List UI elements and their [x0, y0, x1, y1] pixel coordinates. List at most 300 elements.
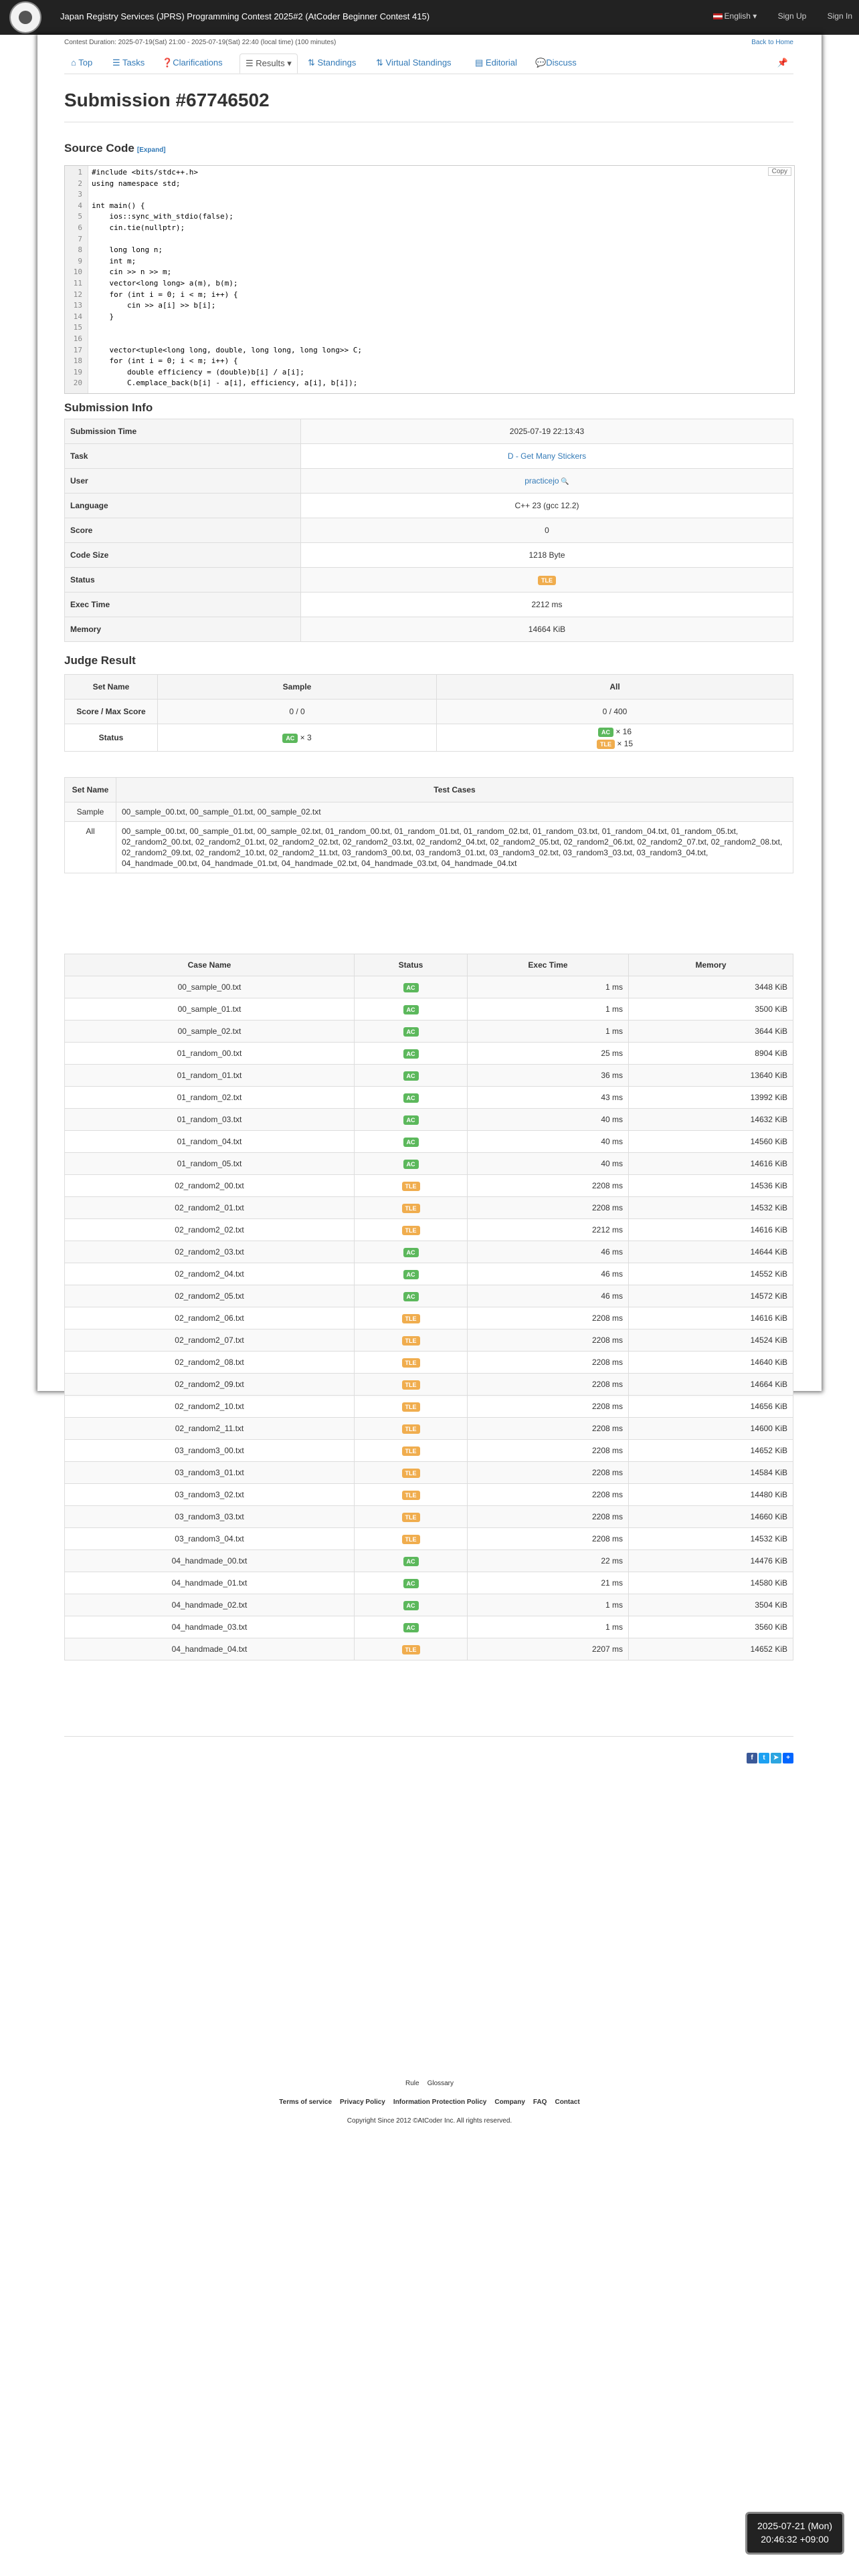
- info-value-cell[interactable]: [301, 469, 793, 494]
- tle-badge: TLE: [402, 1314, 420, 1323]
- line-number: 8: [78, 245, 82, 255]
- set-name-sample: Sample: [65, 802, 116, 822]
- case-exec-time: 1 ms: [468, 1594, 629, 1616]
- home-icon: ⌂: [71, 58, 79, 68]
- facebook-icon[interactable]: f: [747, 1753, 757, 1763]
- case-name: 02_random2_08.txt: [65, 1352, 355, 1374]
- case-name: 02_random2_07.txt: [65, 1329, 355, 1352]
- ac-badge: AC: [403, 1115, 419, 1125]
- info-row: [65, 617, 793, 642]
- info-row: [65, 518, 793, 543]
- ac-badge: AC: [403, 1027, 419, 1037]
- case-name: 02_random2_01.txt: [65, 1197, 355, 1219]
- sample-status: AC × 3: [158, 724, 437, 752]
- case-name: 01_random_01.txt: [65, 1065, 355, 1087]
- table-row: [65, 1572, 793, 1594]
- case-exec-time: 2208 ms: [468, 1440, 629, 1462]
- case-exec-time: 2208 ms: [468, 1374, 629, 1396]
- case-status: [355, 1396, 468, 1418]
- case-name: 04_handmade_02.txt: [65, 1594, 355, 1616]
- th-all: All: [437, 675, 793, 700]
- info-key: Submission Time: [65, 419, 301, 444]
- case-name: 02_random2_11.txt: [65, 1418, 355, 1440]
- table-row: [65, 1550, 793, 1572]
- source-code-box[interactable]: [64, 165, 795, 394]
- test-cases-table: [64, 954, 793, 1660]
- line-code: ios::sync_with_stdio(false);: [92, 212, 233, 221]
- copy-button[interactable]: Copy: [768, 167, 791, 176]
- case-exec-time: 36 ms: [468, 1065, 629, 1087]
- line-number: 2: [78, 179, 82, 188]
- code-line: [65, 223, 787, 233]
- case-name: 00_sample_01.txt: [65, 998, 355, 1021]
- case-exec-time: 2208 ms: [468, 1307, 629, 1329]
- tab-tasks[interactable]: ☰ Tasks: [112, 58, 145, 68]
- footer-link-terms-of-service[interactable]: Terms of service: [279, 2099, 332, 2106]
- line-code: #include <bits/stdc++.h>: [92, 168, 198, 177]
- case-memory: 3500 KiB: [629, 998, 793, 1021]
- judge-result-heading: Judge Result: [64, 654, 136, 667]
- code-line: [65, 290, 787, 300]
- footer-link-privacy-policy[interactable]: Privacy Policy: [340, 2099, 385, 2106]
- case-memory: 3644 KiB: [629, 1021, 793, 1043]
- task-link[interactable]: D - Get Many Stickers: [507, 451, 587, 461]
- line-code: long long n;: [92, 245, 163, 255]
- case-memory: 14476 KiB: [629, 1550, 793, 1572]
- tle-badge: TLE: [402, 1358, 420, 1368]
- code-line: [65, 235, 787, 244]
- tab-clarifications[interactable]: ❓Clarifications: [162, 58, 223, 68]
- th-memory: Memory: [629, 954, 793, 976]
- case-status: [355, 1374, 468, 1396]
- case-memory: 13992 KiB: [629, 1087, 793, 1109]
- info-row: [65, 469, 793, 494]
- tle-badge: TLE: [402, 1446, 420, 1456]
- info-value-cell: [301, 617, 793, 642]
- sample-score: 0 / 0: [158, 700, 437, 724]
- table-row: [65, 1440, 793, 1462]
- code-line: [65, 267, 787, 277]
- case-exec-time: 2208 ms: [468, 1329, 629, 1352]
- case-name: 03_random3_01.txt: [65, 1462, 355, 1484]
- line-number: 4: [78, 201, 82, 210]
- case-status: [355, 976, 468, 998]
- sign-up-link[interactable]: Sign Up: [777, 11, 807, 21]
- case-memory: 14656 KiB: [629, 1396, 793, 1418]
- case-name: 02_random2_03.txt: [65, 1241, 355, 1263]
- results-icon: ☰: [246, 58, 256, 68]
- line-number: 13: [73, 301, 82, 310]
- line-number: 11: [73, 279, 82, 288]
- book-icon: ▤: [475, 58, 486, 68]
- info-value: 2212 ms: [531, 600, 563, 609]
- question-icon: ❓: [162, 58, 173, 68]
- case-exec-time: 2208 ms: [468, 1352, 629, 1374]
- line-code: C.emplace_back(b[i] - a[i], efficiency, a[i], b[i]);: [92, 379, 358, 388]
- case-status: [355, 1418, 468, 1440]
- tle-badge: TLE: [402, 1402, 420, 1412]
- line-code: for (int i = 0; i < m; i++) {: [92, 290, 238, 299]
- code-line: [65, 212, 787, 221]
- line-number: 9: [78, 256, 82, 265]
- case-memory: 13640 KiB: [629, 1065, 793, 1087]
- th-case-name: Case Name: [65, 954, 355, 976]
- tab-virtual-standings[interactable]: ⇅ Virtual Standings: [376, 58, 452, 68]
- case-name: 03_random3_00.txt: [65, 1440, 355, 1462]
- info-value: 14664 KiB: [528, 625, 566, 634]
- case-memory: 3448 KiB: [629, 976, 793, 998]
- ac-badge: AC: [403, 1138, 419, 1147]
- info-value-cell: [301, 419, 793, 444]
- case-exec-time: 2212 ms: [468, 1219, 629, 1241]
- line-code: vector<tuple<long long, double, long long, long long>> C;: [92, 345, 362, 354]
- line-code: int main() {: [92, 201, 145, 210]
- table-row: [65, 1484, 793, 1506]
- back-to-home-link[interactable]: Back to Home: [751, 39, 793, 46]
- ac-badge: AC: [403, 1160, 419, 1169]
- clock-time: 20:46:32 +09:00: [761, 2534, 829, 2545]
- score-label: Score / Max Score: [65, 700, 158, 724]
- line-number: 20: [73, 379, 82, 388]
- case-exec-time: 1 ms: [468, 976, 629, 998]
- code-line: [65, 301, 787, 310]
- case-exec-time: 40 ms: [468, 1153, 629, 1175]
- info-key: Task: [65, 444, 301, 469]
- code-line: [65, 245, 787, 255]
- case-exec-time: 40 ms: [468, 1109, 629, 1131]
- case-name: 03_random3_04.txt: [65, 1528, 355, 1550]
- line-number: 14: [73, 312, 82, 321]
- table-row: [65, 1043, 793, 1065]
- case-memory: 14616 KiB: [629, 1307, 793, 1329]
- case-memory: 14632 KiB: [629, 1109, 793, 1131]
- twitter-icon[interactable]: t: [759, 1753, 769, 1763]
- case-name: 03_random3_03.txt: [65, 1506, 355, 1528]
- ac-badge: AC: [403, 1005, 419, 1014]
- line-number: 5: [78, 212, 82, 221]
- case-status: [355, 1352, 468, 1374]
- line-number: 10: [73, 267, 82, 277]
- case-status: [355, 1329, 468, 1352]
- source-code-heading: Source Code [Expand]: [64, 142, 166, 154]
- tle-badge: TLE: [402, 1424, 420, 1434]
- set-cases-all: 00_sample_00.txt, 00_sample_01.txt, 00_sample_02.txt, 01_random_00.txt, 01_random_01.txt, 01_random_02.txt, 01_random_03.txt, 01_random_04.txt, 01_random_05.txt, 02_random2_00.txt, 02_random2_01.txt, 02_random2_02.txt, 02_random2_03.txt, 02_random2_04.txt, 02_random2_05.txt, 02_random2_06.txt, 02_random2_07.txt, 02_random2_08.txt, 02_random2_09.txt, 02_random2_10.txt, 02_random2_11.txt, 03_random3_00.txt, 03_random3_01.txt, 03_random3_02.txt, 03_random3_03.txt, 03_random3_04.txt, 04_handmade_00.txt, 04_handmade_01.txt, 04_handmade_02.txt, 04_handmade_03.txt, 04_handmade_04.txt: [116, 822, 793, 873]
- ac-badge: AC: [403, 1248, 419, 1257]
- case-name: 02_random2_02.txt: [65, 1219, 355, 1241]
- table-row: [65, 1153, 793, 1175]
- tle-badge: TLE: [402, 1645, 420, 1654]
- case-status: [355, 1263, 468, 1285]
- line-code: using namespace std;: [92, 179, 181, 188]
- case-memory: 14580 KiB: [629, 1572, 793, 1594]
- case-name: 00_sample_02.txt: [65, 1021, 355, 1043]
- line-code: }: [92, 312, 114, 321]
- case-memory: 14480 KiB: [629, 1484, 793, 1506]
- info-row: [65, 568, 793, 593]
- language-dropdown[interactable]: English ▾: [713, 11, 757, 21]
- ac-badge: AC: [403, 1093, 419, 1103]
- code-line: [65, 257, 787, 266]
- info-value-cell: [301, 518, 793, 543]
- case-status: [355, 1440, 468, 1462]
- case-exec-time: 2208 ms: [468, 1506, 629, 1528]
- case-exec-time: 46 ms: [468, 1241, 629, 1263]
- info-value: C++ 23 (gcc 12.2): [514, 501, 579, 510]
- info-row: [65, 444, 793, 469]
- case-name: 04_handmade_04.txt: [65, 1638, 355, 1660]
- judge-result-table: [64, 674, 793, 752]
- case-exec-time: 25 ms: [468, 1043, 629, 1065]
- th-sample: Sample: [158, 675, 437, 700]
- info-row: [65, 593, 793, 617]
- table-row: [65, 1131, 793, 1153]
- line-code: cin >> n >> m;: [92, 267, 172, 277]
- contest-nav-tabs: [64, 53, 793, 74]
- table-row: [65, 1021, 793, 1043]
- tle-badge: TLE: [402, 1469, 420, 1478]
- case-exec-time: 2208 ms: [468, 1197, 629, 1219]
- case-status: [355, 1175, 468, 1197]
- footer-link-company[interactable]: Company: [494, 2099, 525, 2106]
- table-row: [65, 1506, 793, 1528]
- ac-badge: AC: [403, 1579, 419, 1588]
- tle-badge: TLE: [402, 1336, 420, 1346]
- case-memory: 14616 KiB: [629, 1153, 793, 1175]
- table-row: [65, 1462, 793, 1484]
- th-test-cases: Test Cases: [116, 778, 793, 802]
- info-value: 1218 Byte: [529, 550, 565, 560]
- case-exec-time: 21 ms: [468, 1572, 629, 1594]
- info-row: [65, 494, 793, 518]
- pin-icon[interactable]: 📌: [777, 58, 788, 68]
- info-value-cell[interactable]: [301, 444, 793, 469]
- line-number: 12: [73, 290, 82, 299]
- ac-badge: AC: [403, 1071, 419, 1081]
- sort-icon-2: ⇅: [376, 58, 386, 68]
- case-status: [355, 1197, 468, 1219]
- table-row: [65, 998, 793, 1021]
- info-value-cell: [301, 593, 793, 617]
- expand-link[interactable]: [Expand]: [136, 146, 166, 154]
- telegram-icon[interactable]: ➤: [771, 1753, 781, 1763]
- table-row: [65, 1065, 793, 1087]
- case-status: [355, 1594, 468, 1616]
- case-exec-time: 43 ms: [468, 1087, 629, 1109]
- info-key: Memory: [65, 617, 301, 642]
- code-line: [65, 368, 787, 377]
- table-row: [65, 1307, 793, 1329]
- code-line: [65, 190, 787, 199]
- case-status: [355, 1285, 468, 1307]
- tle-badge: TLE: [402, 1182, 420, 1191]
- case-memory: 8904 KiB: [629, 1043, 793, 1065]
- list-icon: ☰: [112, 58, 123, 68]
- case-status: [355, 998, 468, 1021]
- ac-badge: AC: [403, 1557, 419, 1566]
- case-exec-time: 2207 ms: [468, 1638, 629, 1660]
- tab-standings[interactable]: ⇅ Standings: [308, 58, 357, 68]
- main-container: [37, 35, 822, 1761]
- line-number: 7: [78, 234, 82, 243]
- case-status: [355, 1219, 468, 1241]
- tab-editorial[interactable]: ▤ Editorial: [475, 58, 517, 68]
- case-name: 04_handmade_00.txt: [65, 1550, 355, 1572]
- search-icon[interactable]: 🔍: [559, 478, 569, 486]
- submission-info-heading: Submission Info: [64, 401, 153, 414]
- case-name: 02_random2_00.txt: [65, 1175, 355, 1197]
- case-name: 01_random_02.txt: [65, 1087, 355, 1109]
- case-name: 02_random2_10.txt: [65, 1396, 355, 1418]
- ac-badge: AC: [403, 1270, 419, 1279]
- th-set-name: Set Name: [65, 675, 158, 700]
- ac-badge: AC: [282, 734, 298, 743]
- case-status: [355, 1307, 468, 1329]
- set-cases-sample: 00_sample_00.txt, 00_sample_01.txt, 00_sample_02.txt: [116, 802, 793, 822]
- case-exec-time: 2208 ms: [468, 1396, 629, 1418]
- case-status: [355, 1021, 468, 1043]
- code-line: [65, 312, 787, 322]
- case-status: [355, 1043, 468, 1065]
- line-number: 16: [73, 334, 82, 343]
- line-number: 17: [73, 345, 82, 354]
- case-status: [355, 1616, 468, 1638]
- line-number: 6: [78, 223, 82, 232]
- status-badge: TLE: [538, 576, 556, 585]
- case-status: [355, 1506, 468, 1528]
- table-row: [65, 1329, 793, 1352]
- case-name: 02_random2_05.txt: [65, 1285, 355, 1307]
- case-status: [355, 1131, 468, 1153]
- submission-info-table: [64, 419, 793, 642]
- footer-link-information-protection-policy[interactable]: Information Protection Policy: [393, 2099, 487, 2106]
- table-row: [65, 1241, 793, 1263]
- case-name: 02_random2_09.txt: [65, 1374, 355, 1396]
- case-status: [355, 1241, 468, 1263]
- user-link[interactable]: practicejo: [524, 476, 559, 486]
- ac-badge: AC: [403, 1601, 419, 1610]
- code-line: [65, 346, 787, 355]
- line-number: 3: [78, 190, 82, 199]
- info-row: [65, 419, 793, 444]
- table-row: [65, 1418, 793, 1440]
- case-memory: 14616 KiB: [629, 1219, 793, 1241]
- tab-results[interactable]: ☰ Results ▾: [240, 53, 298, 74]
- case-memory: 14660 KiB: [629, 1506, 793, 1528]
- share-plus-icon[interactable]: +: [783, 1753, 793, 1763]
- case-memory: 14532 KiB: [629, 1197, 793, 1219]
- case-name: 02_random2_04.txt: [65, 1263, 355, 1285]
- tab-top[interactable]: ⌂ Top: [71, 58, 93, 68]
- case-memory: 14652 KiB: [629, 1440, 793, 1462]
- table-row: [65, 1374, 793, 1396]
- sign-in-link[interactable]: Sign In: [827, 11, 852, 21]
- code-line: [65, 201, 787, 211]
- line-number: 1: [78, 168, 82, 177]
- all-status: AC × 16 TLE × 15: [437, 724, 793, 752]
- line-code: double efficiency = (double)b[i] / a[i];: [92, 367, 304, 377]
- line-code: int m;: [92, 256, 136, 265]
- line-number: 18: [73, 356, 82, 366]
- footer-link-contact[interactable]: Contact: [555, 2099, 580, 2106]
- table-row: [65, 1219, 793, 1241]
- table-row: [65, 1638, 793, 1660]
- footer-link-glossary[interactable]: Glossary: [427, 2080, 454, 2087]
- case-name: 01_random_00.txt: [65, 1043, 355, 1065]
- contest-title-link[interactable]: Japan Registry Services (JPRS) Programming Contest 2025#2 (AtCoder Beginner Contest 415): [60, 11, 430, 21]
- sort-icon: ⇅: [308, 58, 318, 68]
- tle-badge: TLE: [597, 740, 615, 749]
- table-row: [65, 1594, 793, 1616]
- case-memory: 3560 KiB: [629, 1616, 793, 1638]
- copyright: Copyright Since 2012 ©AtCoder Inc. All rights reserved.: [347, 2117, 512, 2125]
- case-status: [355, 1572, 468, 1594]
- status-label: Status: [65, 724, 158, 752]
- comment-icon: 💬: [535, 58, 547, 68]
- tle-badge: TLE: [402, 1535, 420, 1544]
- case-status: [355, 1528, 468, 1550]
- info-value: 2025-07-19 22:13:43: [509, 427, 585, 436]
- all-score: 0 / 400: [437, 700, 793, 724]
- tab-discuss[interactable]: 💬Discuss: [535, 58, 577, 68]
- table-row: [65, 1396, 793, 1418]
- case-status: [355, 1484, 468, 1506]
- tle-badge: TLE: [402, 1226, 420, 1235]
- case-memory: 14536 KiB: [629, 1175, 793, 1197]
- case-status: [355, 1087, 468, 1109]
- case-memory: 14524 KiB: [629, 1329, 793, 1352]
- line-code: cin.tie(nullptr);: [92, 223, 185, 232]
- line-code: cin >> a[i] >> b[i];: [92, 301, 216, 310]
- clock-date: 2025-07-21 (Mon): [757, 2520, 833, 2531]
- table-row: [65, 1352, 793, 1374]
- case-status: [355, 1462, 468, 1484]
- case-exec-time: 46 ms: [468, 1285, 629, 1307]
- case-memory: 14664 KiB: [629, 1374, 793, 1396]
- line-number: 15: [73, 323, 82, 332]
- tle-badge: TLE: [402, 1491, 420, 1500]
- footer-link-rule[interactable]: Rule: [405, 2080, 419, 2087]
- case-name: 00_sample_00.txt: [65, 976, 355, 998]
- case-exec-time: 2208 ms: [468, 1175, 629, 1197]
- info-value-cell: [301, 494, 793, 518]
- ac-badge: AC: [403, 1292, 419, 1301]
- code-line: [65, 323, 787, 332]
- table-row: [65, 1197, 793, 1219]
- case-memory: 14552 KiB: [629, 1263, 793, 1285]
- case-name: 04_handmade_01.txt: [65, 1572, 355, 1594]
- info-key: Exec Time: [65, 593, 301, 617]
- table-row: [65, 1175, 793, 1197]
- case-memory: 14652 KiB: [629, 1638, 793, 1660]
- atcoder-logo-icon[interactable]: [9, 1, 41, 33]
- case-status: [355, 1638, 468, 1660]
- top-navbar: [0, 0, 859, 35]
- table-row: [65, 1285, 793, 1307]
- table-row: [65, 976, 793, 998]
- case-exec-time: 40 ms: [468, 1131, 629, 1153]
- footer-link-faq[interactable]: FAQ: [533, 2099, 547, 2106]
- case-status: [355, 1065, 468, 1087]
- contest-duration: Contest Duration: 2025-07-19(Sat) 21:00 - 2025-07-19(Sat) 22:40 (local time) (100 minutes): [64, 39, 337, 46]
- case-exec-time: 1 ms: [468, 1616, 629, 1638]
- code-line: [65, 334, 787, 344]
- line-number: 19: [73, 367, 82, 377]
- case-memory: 14560 KiB: [629, 1131, 793, 1153]
- case-status: [355, 1550, 468, 1572]
- info-key: Language: [65, 494, 301, 518]
- case-memory: 14600 KiB: [629, 1418, 793, 1440]
- page-title: Submission #67746502: [64, 90, 270, 110]
